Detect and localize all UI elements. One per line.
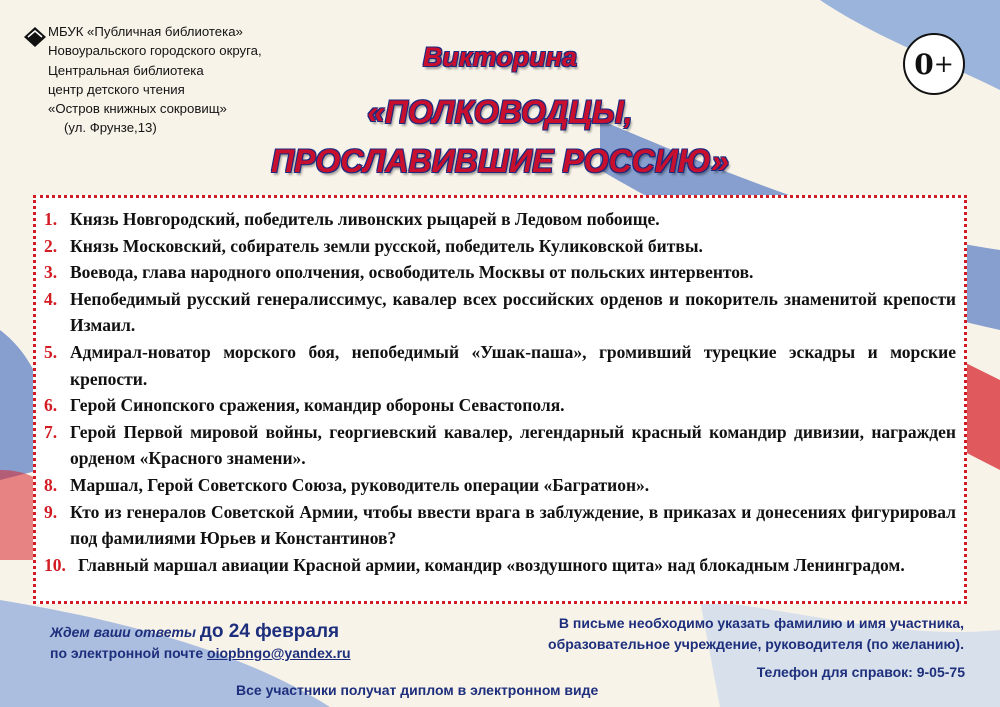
question-text: Герой Синопского сражения, командир обороны Севастополя. [70,395,565,416]
requirements-line: В письме необходимо указать фамилию и имя участника, [558,615,964,631]
question-number: 5. [44,341,58,362]
question-item [44,206,956,233]
question-number: 1. [44,209,58,229]
book-logo-icon [22,24,48,50]
question-item [44,392,956,419]
question-item [44,472,956,499]
organization-line: МБУК «Публичная библиотека» [48,24,243,39]
wait-text: Ждем ваши ответы [50,624,200,640]
question-text: Воевода, глава народного ополчения, освободитель Москвы от польских интервентов. [70,262,754,283]
question-item [44,339,956,392]
phone-info: Телефон для справок: 9-05-75 [756,664,965,680]
question-number: 9. [44,501,58,522]
question-number: 7. [44,421,58,442]
question-text: Герой Первой мировой войны, георгиевский кавалер, легендарный красный командир дивизии, награжден орденом «Красного знамени». [70,421,956,469]
question-item [44,419,956,472]
age-rating-badge [903,33,965,95]
email-prefix: по электронной почте [50,645,208,661]
title-line-2: «ПОЛКОВОДЦЫ, [367,94,633,130]
age-rating-plus: + [933,50,954,78]
question-number: 6. [44,395,58,416]
question-item [44,552,956,579]
email-link[interactable]: oiopbngo@yandex.ru [207,645,351,661]
question-text: Кто из генералов Советской Армии, чтобы ввести врага в заблуждение, в приказах и донесениях фигурировал под фамилиями Юрьев и Константинов? [70,501,956,549]
title-line-3: ПРОСЛАВИВШИЕ РОССИЮ» [271,143,729,179]
question-text: Маршал, Герой Советского Союза, руководитель операции «Багратион». [70,474,650,495]
organization-address: (ул. Фрунзе,13) [64,120,157,136]
requirements-line: образовательное учреждение, руководителя (по желанию). [548,636,964,652]
question-number: 3. [44,262,58,283]
letter-requirements [444,613,964,655]
question-text: Главный маршал авиации Красной армии, командир «воздушного щита» над блокадным Ленинградом. [78,554,905,575]
question-number: 2. [44,235,58,256]
title-quiz: Викторина [422,42,578,72]
deadline-info [50,621,351,661]
question-text: Князь Новгородский, победитель ливонских рыцарей в Ледовом побоище. [70,209,660,229]
question-number: 4. [44,288,58,309]
question-text: Непобедимый русский генералиссимус, кавалер всех российских орденов и покоритель знаменитой крепости Измаил. [70,288,956,336]
question-item [44,499,956,552]
organization-line: Новоуральского городского округа, [48,43,262,59]
age-rating-number: 0 [914,47,934,81]
question-item [44,286,956,339]
question-number: 8. [44,474,58,495]
question-text: Адмирал-новатор морского боя, непобедимый «Ушак-паша», громивший турецкие эскадры и морские крепости. [70,341,956,389]
organization-line: центр детского чтения [48,81,185,97]
diploma-note: Все участники получат диплом в электронном виде [236,682,599,698]
question-text: Князь Московский, собиратель земли русской, победитель Куликовской битвы. [70,235,703,256]
question-item [44,259,956,286]
organization-line: «Остров книжных сокровищ» [48,101,227,117]
question-item [44,233,956,260]
organization-line: Центральная библиотека [48,62,204,78]
questions-box [33,195,967,604]
question-number: 10. [44,554,66,575]
deadline-date: до 24 февраля [199,621,340,642]
